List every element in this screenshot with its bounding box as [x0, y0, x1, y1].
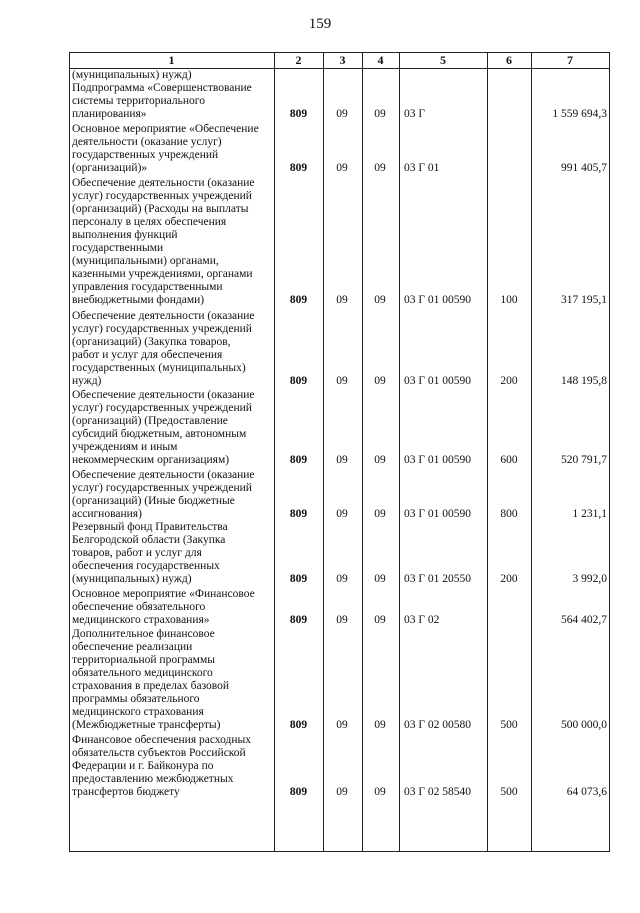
row-description: (муниципальных) нужд)	[72, 69, 192, 81]
section-code: 09	[336, 614, 348, 626]
admin-code: 809	[289, 508, 308, 520]
subsection-code: 09	[374, 162, 386, 174]
amount: 500 000,0	[561, 719, 607, 731]
expense-type-code: 200	[500, 573, 518, 585]
section-code: 09	[336, 719, 348, 731]
column-header-3: 3	[339, 53, 346, 67]
amount: 564 402,7	[561, 614, 607, 626]
admin-code: 809	[289, 108, 308, 120]
column-header-2: 2	[295, 53, 302, 67]
subsection-code: 09	[374, 719, 386, 731]
section-code: 09	[336, 162, 348, 174]
subsection-code: 09	[374, 108, 386, 120]
target-item-code: 03 Г 02	[404, 614, 440, 626]
section-code: 09	[336, 573, 348, 585]
subsection-code: 09	[374, 508, 386, 520]
admin-code: 809	[289, 573, 308, 585]
section-code: 09	[336, 508, 348, 520]
row-description: Обеспечение деятельности (оказание услуг) государственных учреждений (организаций) (Иные бюджетные ассигнования)	[72, 469, 255, 520]
row-description: Обеспечение деятельности (оказание услуг) государственных учреждений (организаций) (Закупка товаров, работ и услуг для обеспечения государственных (муниципальных) нужд)	[72, 310, 255, 387]
row-description: Резервный фонд Правительства Белгородской области (Закупка товаров, работ и услуг для обеспечения государственных (муниципальных) нужд)	[72, 521, 228, 585]
row-description: Обеспечение деятельности (оказание услуг) государственных учреждений (организаций) (Расходы на выплаты персоналу в целях обеспечения выполнения функций государственными (муниципальными) органами, казенными учреждениями, органами управления государственными внебюджетными фондами)	[72, 177, 255, 306]
amount: 1 559 694,3	[552, 108, 607, 120]
target-item-code: 03 Г 01 20550	[404, 573, 472, 585]
target-item-code: 03 Г 01 00590	[404, 454, 472, 466]
row-description: Основное мероприятие «Обеспечение деятельности (оказание услуг) государственных учреждений (организаций)»	[72, 123, 259, 174]
admin-code: 809	[289, 614, 308, 626]
amount: 64 073,6	[566, 786, 607, 798]
expense-type-code: 200	[500, 375, 518, 387]
subsection-code: 09	[374, 614, 386, 626]
column-header-1: 1	[168, 53, 175, 67]
row-description: Основное мероприятие «Финансовое обеспечение обязательного медицинского страхования»	[72, 588, 255, 626]
target-item-code: 03 Г	[404, 108, 426, 120]
admin-code: 809	[289, 719, 308, 731]
row-description: Финансовое обеспечения расходных обязательств субъектов Российской Федерации и г. Байконура по предоставлению межбюджетных трансфертов бюджету	[72, 734, 252, 798]
amount: 317 195,1	[561, 294, 607, 306]
admin-code: 809	[289, 294, 308, 306]
row-description: Дополнительное финансовое обеспечение реализации территориальной программы обязательного медицинского страхования в пределах базовой программы обязательного медицинского страхования (Межбюджетные трансферты)	[72, 628, 230, 731]
target-item-code: 03 Г 02 58540	[404, 786, 472, 798]
expense-type-code: 500	[500, 719, 518, 731]
amount: 1 231,1	[572, 508, 607, 520]
page-number: 159	[308, 16, 332, 32]
expense-type-code: 800	[500, 508, 518, 520]
admin-code: 809	[289, 162, 308, 174]
section-code: 09	[336, 454, 348, 466]
column-header-5: 5	[440, 53, 446, 67]
subsection-code: 09	[374, 786, 386, 798]
expense-type-code: 600	[500, 454, 518, 466]
subsection-code: 09	[374, 294, 386, 306]
amount: 148 195,8	[561, 375, 607, 387]
amount: 520 791,7	[561, 454, 607, 466]
admin-code: 809	[289, 454, 308, 466]
row-description: Подпрограмма «Совершенствование системы территориального планирования»	[72, 82, 252, 120]
target-item-code: 03 Г 01 00590	[404, 375, 472, 387]
admin-code: 809	[289, 375, 308, 387]
admin-code: 809	[289, 786, 308, 798]
subsection-code: 09	[374, 454, 386, 466]
target-item-code: 03 Г 01	[404, 162, 440, 174]
column-header-4: 4	[377, 53, 384, 67]
section-code: 09	[336, 375, 348, 387]
expense-type-code: 500	[500, 786, 518, 798]
target-item-code: 03 Г 01 00590	[404, 294, 472, 306]
section-code: 09	[336, 108, 348, 120]
budget-table	[69, 52, 609, 852]
amount: 3 992,0	[572, 573, 607, 585]
expense-type-code: 100	[500, 294, 518, 306]
subsection-code: 09	[374, 573, 386, 585]
target-item-code: 03 Г 01 00590	[404, 508, 472, 520]
row-description: Обеспечение деятельности (оказание услуг) государственных учреждений (организаций) (Предоставление субсидий бюджетным, автономным учреждениям и иным некоммерческим организациям)	[72, 389, 255, 466]
amount: 991 405,7	[561, 162, 607, 174]
column-header-7: 7	[567, 53, 573, 67]
column-header-6: 6	[506, 53, 512, 67]
section-code: 09	[336, 294, 348, 306]
target-item-code: 03 Г 02 00580	[404, 719, 472, 731]
subsection-code: 09	[374, 375, 386, 387]
section-code: 09	[336, 786, 348, 798]
